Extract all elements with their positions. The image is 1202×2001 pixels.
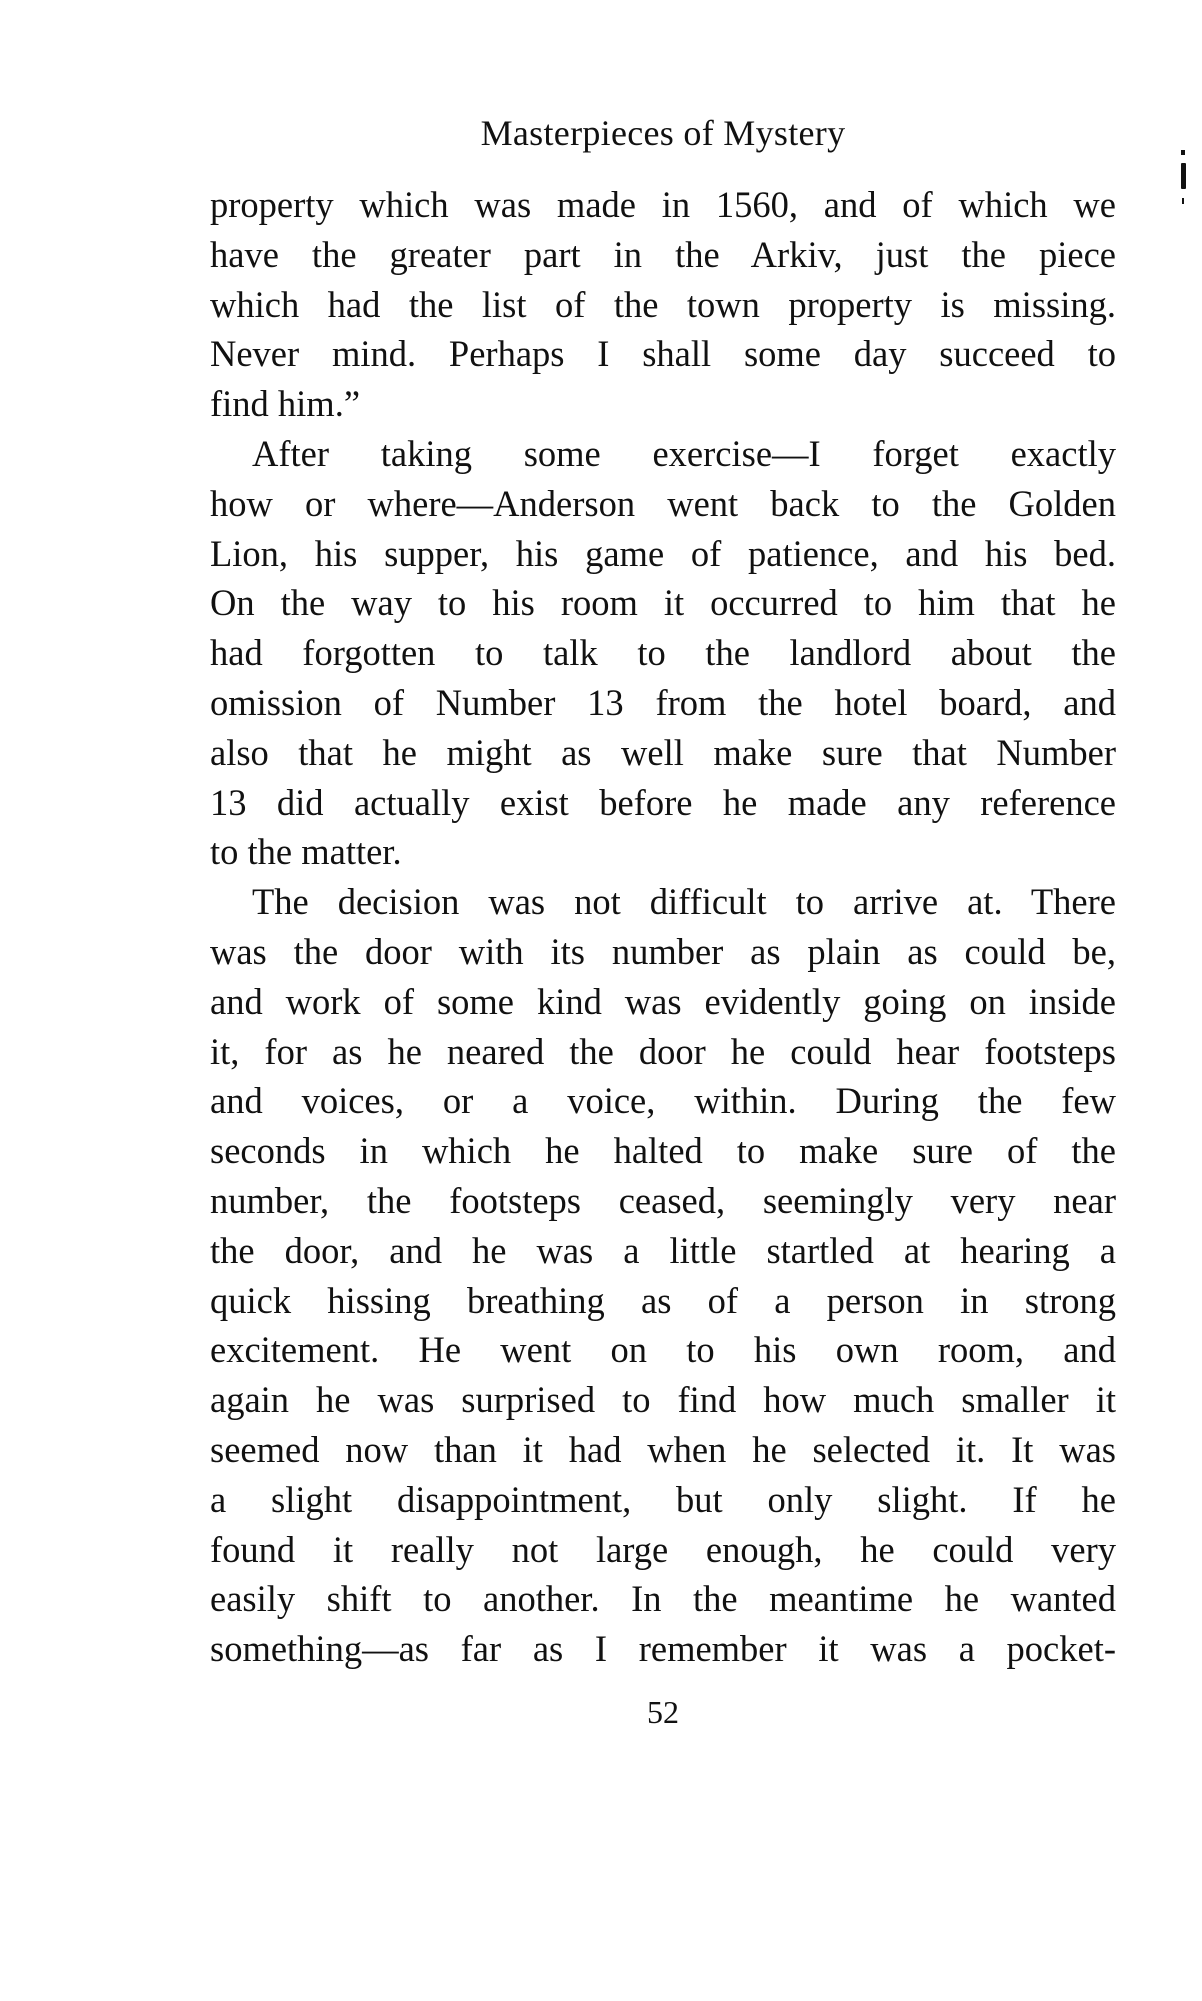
page-edge-mark xyxy=(1181,150,1185,210)
text-line: something—as far as I remember it was a pocket- xyxy=(210,1628,1116,1670)
text-line: found it really not large enough, he could very xyxy=(210,1528,1116,1570)
text-line: have the greater part in the Arkiv, just the piece xyxy=(210,233,1116,275)
text-line: was the door with its number as plain as could be, xyxy=(210,930,1116,972)
running-head: Masterpieces of Mystery xyxy=(480,113,846,153)
text-line: On the way to his room it occurred to him that he xyxy=(210,582,1116,624)
page-number: 52 xyxy=(647,1694,679,1730)
text-line: find him.” xyxy=(210,383,361,425)
text-line: property which was made in 1560, and of which we xyxy=(210,184,1116,225)
text-line: easily shift to another. In the meantime he wanted xyxy=(210,1578,1116,1620)
text-line: which had the list of the town property is missing. xyxy=(210,283,1116,325)
edge-dot xyxy=(1181,150,1185,155)
paragraph-2 xyxy=(210,429,1116,877)
text-line: seconds in which he halted to make sure of the xyxy=(210,1130,1116,1172)
text-line: a slight disappointment, but only slight. If he xyxy=(210,1478,1116,1520)
text-line: to the matter. xyxy=(210,831,402,873)
text-line: also that he might as well make sure that Number xyxy=(210,731,1116,773)
text-line: Never mind. Perhaps I shall some day succeed to xyxy=(210,333,1116,375)
text-line: 13 did actually exist before he made any reference xyxy=(210,781,1116,823)
edge-tick xyxy=(1182,198,1184,204)
text-line: the door, and he was a little startled at hearing a xyxy=(210,1229,1116,1271)
text-line: had forgotten to talk to the landlord about the xyxy=(210,632,1116,674)
text-line: number, the footsteps ceased, seemingly very near xyxy=(210,1179,1116,1221)
text-line: it, for as he neared the door he could hear footsteps xyxy=(210,1030,1116,1072)
text-line: again he was surprised to find how much smaller it xyxy=(210,1379,1116,1421)
text-line: After taking some exercise—I forget exactly xyxy=(252,432,1116,474)
text-line: The decision was not difficult to arrive at. There xyxy=(252,881,1116,923)
text-line: and voices, or a voice, within. During the few xyxy=(210,1080,1116,1122)
paragraph-1 xyxy=(210,180,1116,429)
text-line: excitement. He went on to his own room, and xyxy=(210,1329,1116,1371)
edge-bar xyxy=(1181,163,1186,189)
text-line: and work of some kind was evidently going on inside xyxy=(210,980,1116,1022)
text-line: how or where—Anderson went back to the Golden xyxy=(210,482,1116,524)
body-text xyxy=(210,180,1116,1674)
text-line: omission of Number 13 from the hotel board, and xyxy=(210,681,1116,723)
text-line: Lion, his supper, his game of patience, and his bed. xyxy=(210,532,1116,574)
text-line: quick hissing breathing as of a person in strong xyxy=(210,1279,1116,1321)
text-line: seemed now than it had when he selected it. It was xyxy=(210,1428,1116,1470)
paragraph-3 xyxy=(210,877,1116,1674)
